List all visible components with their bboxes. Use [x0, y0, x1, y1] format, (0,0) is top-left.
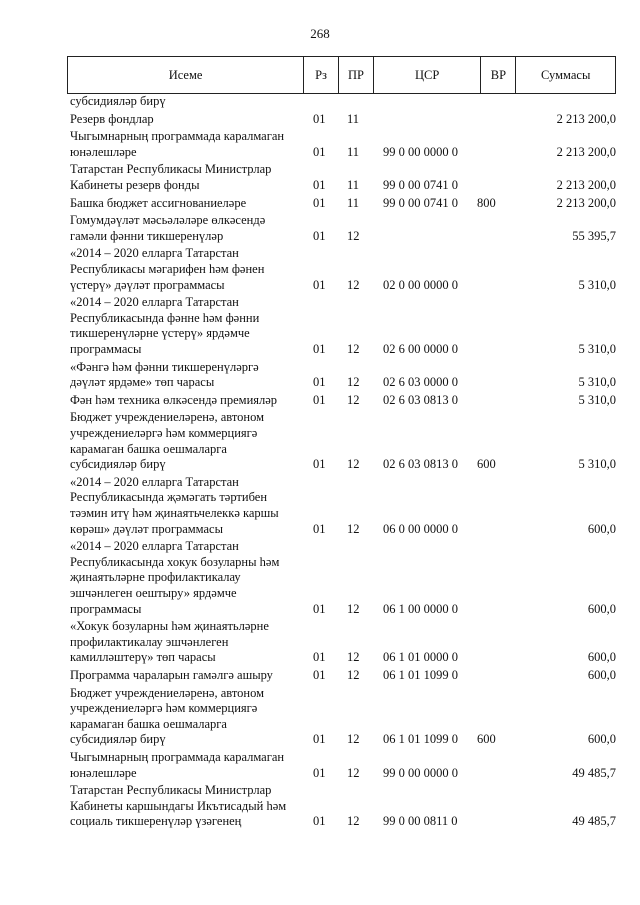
row-name: Фән һәм техника өлкәсендә премияләр: [70, 392, 278, 407]
row-rz: 01: [313, 228, 326, 243]
table-row: [67, 112, 616, 128]
row-rz: 01: [313, 814, 326, 829]
row-sum: 5 310,0: [578, 457, 616, 472]
row-csr: 06 1 00 0000 0: [383, 601, 458, 616]
table-row: [67, 539, 616, 617]
row-rz: 01: [313, 732, 326, 747]
row-csr: 99 0 00 0811 0: [383, 814, 458, 829]
row-rz: 01: [313, 601, 326, 616]
row-csr: 06 0 00 0000 0: [383, 521, 458, 536]
row-name: Резерв фондлар: [70, 111, 154, 126]
row-name: «Фәнгә һәм фәнни тикшеренүләргә дәүләт ярдәме» төп чарасы: [70, 359, 259, 390]
row-name: Татарстан Республикасы Министрлар Кабинеты резерв фонды: [70, 162, 272, 192]
row-name: Чыгымнарның программада каралмаган юнәлешләре: [70, 750, 285, 780]
row-rz: 01: [313, 457, 326, 472]
row-name: «Хокук бозуларны һәм җинаятьләрне профилактикалау эшчәнлеген камилләштерү» төп чарасы: [70, 619, 269, 665]
row-csr: 02 6 03 0000 0: [383, 375, 458, 390]
table-row: [67, 94, 616, 110]
row-name: «2014 – 2020 елларга Татарстан Республикасында хокук бозуларны һәм җинаятьләрне профилактикалау эшчәнлеген оештыру» ярдәмче программасы: [70, 539, 280, 616]
row-name: Бюджет учреждениеләренә, автоном учреждениеләргә һәм коммерциягә карамаган башка оешмаларга субсидияләр бирү: [70, 685, 265, 747]
table-row: [67, 783, 616, 830]
table-row: [67, 129, 616, 160]
row-pr: 12: [347, 765, 360, 780]
row-pr: 11: [347, 144, 360, 159]
table-row: [67, 162, 616, 193]
row-sum: 49 485,7: [572, 814, 616, 829]
row-csr: 06 1 01 0000 0: [383, 650, 458, 665]
row-name: Татарстан Республикасы Министрлар Кабинеты каршындагы Икътисадый һәм социаль тикшеренүләр үзәгенең: [70, 783, 287, 829]
table-row: [67, 410, 616, 472]
row-pr: 12: [347, 668, 360, 682]
row-name: Программа чараларын гамәлгә ашыру: [70, 668, 273, 682]
row-csr: 06 1 01 1099 0: [383, 668, 458, 682]
row-rz: 01: [313, 375, 326, 390]
row-sum: 2 213 200,0: [556, 195, 616, 210]
row-name: «2014 – 2020 елларга Татарстан Республикасында җәмәгать тәртибен тәэмин итү һәм җинаятьчелеккә каршы көрәш» дәүләт программасы: [70, 474, 279, 536]
row-rz: 01: [313, 277, 326, 292]
row-sum: 49 485,7: [572, 765, 616, 780]
row-csr: 06 1 01 1099 0: [383, 732, 458, 747]
table-header: [67, 56, 616, 94]
table-row: [67, 393, 616, 409]
row-pr: 12: [347, 277, 360, 292]
row-rz: 01: [313, 668, 326, 682]
table-row: [67, 213, 616, 244]
row-csr: 99 0 00 0741 0: [383, 177, 458, 192]
row-csr: 02 6 00 0000 0: [383, 341, 458, 356]
row-sum: 5 310,0: [578, 277, 616, 292]
row-pr: 12: [347, 650, 360, 665]
row-pr: 12: [347, 375, 360, 390]
row-rz: 01: [313, 195, 326, 210]
header-vr: ВР: [480, 57, 515, 93]
row-rz: 01: [313, 177, 326, 192]
row-sum: 2 213 200,0: [556, 177, 616, 192]
row-pr: 12: [347, 601, 360, 616]
row-name: Чыгымнарның программада каралмаган юнәлешләре: [70, 129, 285, 159]
row-sum: 600,0: [587, 601, 616, 616]
row-rz: 01: [313, 765, 326, 780]
row-name: «2014 – 2020 елларга Татарстан Республикасы мәгарифен һәм фәнен үстерү» дәүләт программасы: [70, 246, 265, 292]
row-vr: 600: [477, 732, 496, 747]
row-pr: 11: [347, 195, 360, 210]
row-csr: 99 0 00 0000 0: [383, 144, 458, 159]
row-pr: 11: [347, 177, 360, 192]
row-rz: 01: [313, 392, 326, 407]
row-rz: 01: [313, 341, 326, 356]
table-row: [67, 295, 616, 357]
row-rz: 01: [313, 521, 326, 536]
header-pr: ПР: [338, 57, 373, 93]
table-row: [67, 475, 616, 537]
row-pr: 12: [347, 732, 360, 747]
table-row: [67, 246, 616, 293]
row-pr: 11: [347, 111, 360, 126]
table-row: [67, 360, 616, 391]
row-sum: 55 395,7: [572, 228, 616, 243]
row-name: субсидияләр бирү: [70, 94, 166, 108]
row-rz: 01: [313, 650, 326, 665]
row-name: Башка бюджет ассигнованиеләре: [70, 195, 247, 210]
row-csr: 02 6 03 0813 0: [383, 457, 458, 472]
row-pr: 12: [347, 228, 360, 243]
row-sum: 5 310,0: [578, 341, 616, 356]
row-csr: 02 0 00 0000 0: [383, 277, 458, 292]
row-name: Бюджет учреждениеләренә, автоном учреждениеләргә һәм коммерциягә карамаган башка оешмаларга субсидияләр бирү: [70, 410, 265, 472]
row-sum: 5 310,0: [578, 392, 616, 407]
row-vr: 800: [477, 195, 496, 210]
row-csr: 99 0 00 0741 0: [383, 195, 458, 210]
row-name: «2014 – 2020 елларга Татарстан Республикасында фәнне һәм фәнни тикшеренүләрне үстерү» ярдәмче программасы: [70, 295, 260, 356]
row-sum: 600,0: [587, 732, 616, 747]
row-sum: 600,0: [587, 521, 616, 536]
table-row: [67, 196, 616, 212]
row-vr: 600: [477, 457, 496, 472]
table-row: [67, 686, 616, 748]
row-sum: 2 213 200,0: [556, 111, 616, 126]
row-pr: 12: [347, 521, 360, 536]
header-sum: Суммасы: [515, 57, 615, 93]
row-sum: 2 213 200,0: [556, 144, 616, 159]
table-row: [67, 668, 616, 684]
table-row: [67, 750, 616, 781]
row-csr: 02 6 03 0813 0: [383, 392, 458, 407]
row-sum: 600,0: [587, 668, 616, 682]
row-pr: 12: [347, 814, 360, 829]
header-name: Исеме: [168, 67, 203, 82]
row-pr: 12: [347, 341, 360, 356]
row-sum: 5 310,0: [578, 375, 616, 390]
row-csr: 99 0 00 0000 0: [383, 765, 458, 780]
row-name: Гомумдәүләт мәсьәләләре өлкәсендә гамәли фәнни тикшеренүләр: [70, 213, 266, 243]
row-pr: 12: [347, 457, 360, 472]
row-pr: 12: [347, 392, 360, 407]
page-number: 268: [310, 26, 330, 41]
row-rz: 01: [313, 144, 326, 159]
header-csr: ЦСР: [373, 57, 481, 93]
header-rz: Рз: [303, 57, 338, 93]
table-row: [67, 619, 616, 666]
row-sum: 600,0: [587, 650, 616, 665]
row-rz: 01: [313, 111, 326, 126]
